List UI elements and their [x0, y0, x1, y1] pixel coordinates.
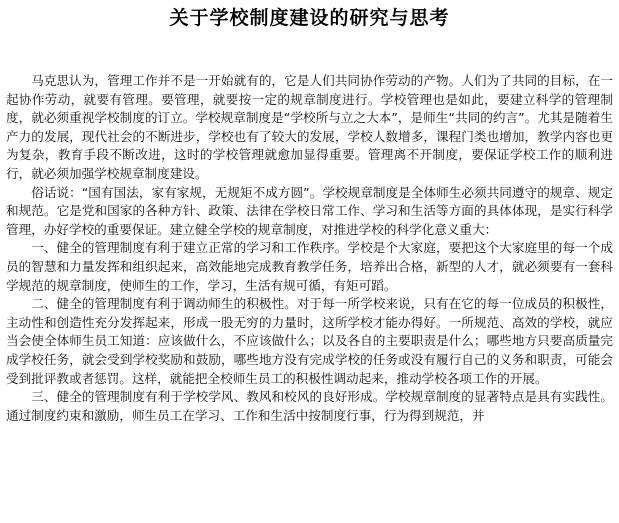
- paragraph-saying: 俗话说：“国有国法，家有家规，无规矩不成方圆”。学校规章制度是全体师生必须共同遵守的规章、规定和规范。它是党和国家的各种方针、政策、法律在学校日常工作、学习和生活等方面的具体体现，是实行科学管理，办好学校的重要保证。建立健全学校的规章制度，对推进学校的科学化意义重大：: [6, 184, 613, 237]
- document-title: 关于学校制度建设的研究与思考: [169, 7, 450, 29]
- document-body: [6, 72, 613, 425]
- paragraph-point-two: 二、健全的管理制度有利于调动师生的积极性。对于每一所学校来说，只有在它的每一位成员的积极性，主动性和创造性充分发挥起来，形成一股无穷的力量时，这所学校才能办得好。一所规范、高效的学校，就应当会使全体师生员工知道：应该做什么，不应该做什么；以及各自的主要职责是什么；哪些地方只要高质量完成学校任务，就会受到学校奖励和鼓励，哪些地方没有完成学校的任务或没有履行自己的义务和职责，可能会受到批评教或者惩罚。这样，就能把全校师生员工的积极性调动起来，推动学校各项工作的开展。: [6, 296, 613, 386]
- paragraph-point-one: 一、健全的管理制度有利于建立正常的学习和工作秩序。学校是个大家庭，要把这个大家庭里的每一个成员的智慧和力量发挥和组织起来，高效能地完成教育教学任务，培养出合格，新型的人才，就必须要有一套科学规范的规章制度，使师生的工作，学习，生活有规可循，有矩可蹈。: [6, 240, 613, 293]
- paragraph-intro: 马克思认为，管理工作并不是一开始就有的，它是人们共同协作劳动的产物。人们为了共同的目标，在一起协作劳动，就要有管理。要管理，就要按一定的规章制度进行。学校管理也是如此，要建立科学的管理制度，就必须重视学校制度的订立。学校规章制度是“学校所与立之大本”，是师生“共同的约言”。尤其是随着生产力的发展，现代社会的不断进步，学校也有了较大的发展，学校人数增多，课程门类也增加，教学内容也更为复杂，教育手段不断改进，这时的学校管理就愈加显得重要。管理离不开制度，要保证学校工作的顺利进行，就必须加强学校规章制度建设。: [6, 73, 613, 181]
- paragraph-point-three: 三、健全的管理制度有利于学校学风、教风和校风的良好形成。学校规章制度的显著特点是具有实践性。通过制度约束和激励，师生员工在学习、工作和生活中按制度行事，行为得到规范，并: [6, 389, 613, 423]
